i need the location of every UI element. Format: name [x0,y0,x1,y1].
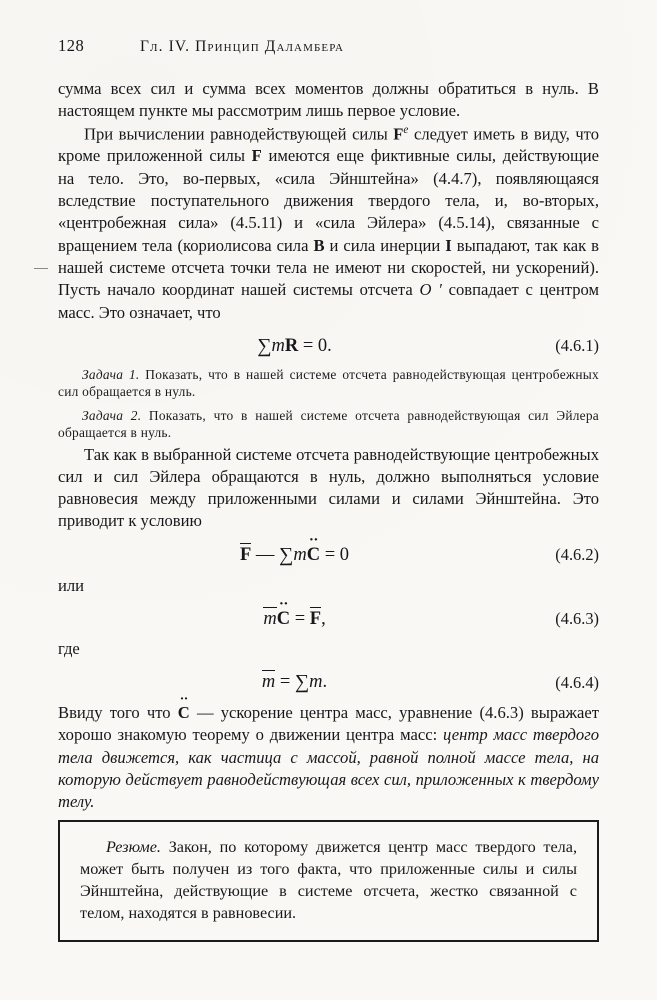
word-where: где [58,638,80,658]
equation-number: (4.6.1) [555,336,599,356]
symbol-m: m [271,335,285,356]
symbol-m-bar: m [263,606,276,632]
resume-paragraph [80,836,577,924]
superscript-e: e [403,123,409,136]
equation-4-6-4 [58,669,599,696]
page-header [58,36,599,56]
margin-tick-mark [34,268,48,269]
theorem-statement: центр масс твердого тела движется, как частица с массой, равной полной массе тела, на которую действует равнодействующая всех сил, приложенных к твердому телу. [58,725,600,812]
symbol-F-bar: F [240,542,251,568]
symbol-R: R [284,335,299,356]
equals-zero: = 0 [320,544,349,565]
page-number: 128 [58,36,85,55]
symbol-O-prime: O ′ [419,280,442,300]
text-fragment: следует иметь в виду, что кроме приложенной силы [58,124,599,166]
text-fragment: и сила инерции [324,235,446,255]
equals-zero: = 0. [298,335,332,356]
paragraph-text: сумма всех сил и сумма всех моментов должны обратиться в нуль. В настоящем пункте мы рассмотрим лишь первое условие. [58,79,599,121]
paragraph-equilibrium [58,444,599,533]
symbol-F-bar: F [310,606,321,632]
symbol-B: B [313,235,325,255]
equation-number: (4.6.4) [555,672,599,692]
symbol-C-ddot: C ·· [277,607,290,632]
symbol-m: m [309,672,323,693]
symbol-m: m [293,544,307,565]
equation-body [64,542,525,569]
task-text: Показать, что в нашей системе отсчета равнодействующая сил Эйлера обращается в нуль. [58,407,599,441]
task-label: Задача 2. [82,407,142,423]
text-fragment: Ввиду того что [58,703,178,723]
page-body [58,78,599,814]
equals-sign: = [290,609,310,629]
symbol-F-e: F [393,124,404,144]
task-1 [58,366,599,401]
equation-number: (4.6.3) [555,608,599,628]
paragraph-continuation [58,78,599,123]
symbol-m-bar: m [262,669,275,695]
paragraph-center-of-mass [58,702,599,814]
text-fragment: имеются еще фиктивные силы, действующие на тело. Это, во-первых, «сила Эйнштейна» (4.4.7), появляющаяся вследствие поступательного движения твердого тела, и, во-вторых, «центробежная сила» (4.5.11) и «сила Эйлера» (4.5.14), связанные с вращением тела (кориолисова сила [58,146,599,255]
equals-sign: = [275,672,295,693]
equation-4-6-2 [58,542,599,569]
resume-text: Закон, по которому движется центр масс твердого тела, может быть получен из того факта, что приложенные силы и силы Эйнштейна, действующие в системе отсчета, жестко связанной с телом, находятся в равновесии. [80,837,577,922]
text-fragment: совпадает с центром масс. Это означает, что [58,280,599,322]
text-fragment: — ускорение центра масс, уравнение (4.6.3) выражает хорошо знакомую теорему о движении центра масс: [58,703,599,745]
minus-sign: — [251,544,280,565]
resume-text-block [80,836,577,924]
sum-operator: ∑ [257,334,272,357]
text-fragment: выпадают, так как в нашей системе отсчета точки тела не имеют ни скоростей, ни ускорений). Пусть начало координат нашей системы отсчета [58,235,599,300]
period: . [322,672,328,693]
symbol-C-ddot: C ·· [307,543,320,568]
running-title: Гл. IV. Принцип Даламбера [140,38,345,55]
symbol-C-ddot: C ·· [178,702,190,724]
equation-body [64,333,525,360]
paragraph-forces [58,123,599,324]
sum-operator: ∑ [279,543,294,566]
paragraph-text: Так как в выбранной системе отсчета равнодействующие центробежных сил и сил Эйлера обращаются в нуль, должно выполняться условие равновесия между приложенными силами и силами Эйнштейна. Это приводит к условию [58,444,599,531]
equation-body [64,606,525,632]
task-2 [58,407,599,442]
equation-4-6-1 [58,333,599,360]
resume-box [58,820,599,942]
equation-number: (4.6.2) [555,545,599,565]
resume-label: Резюме. [106,837,161,856]
equation-body [64,669,525,696]
comma: , [321,609,326,629]
sum-operator: ∑ [294,671,310,694]
symbol-I: I [445,235,452,255]
task-text: Показать, что в нашей системе отсчета равнодействующая центробежных сил обращается в нуль. [58,366,599,400]
text-fragment: При вычислении равнодействующей силы [84,124,394,144]
word-or: или [58,575,85,595]
equation-4-6-3 [58,606,599,632]
task-label: Задача 1. [82,366,140,382]
symbol-F: F [251,146,262,166]
